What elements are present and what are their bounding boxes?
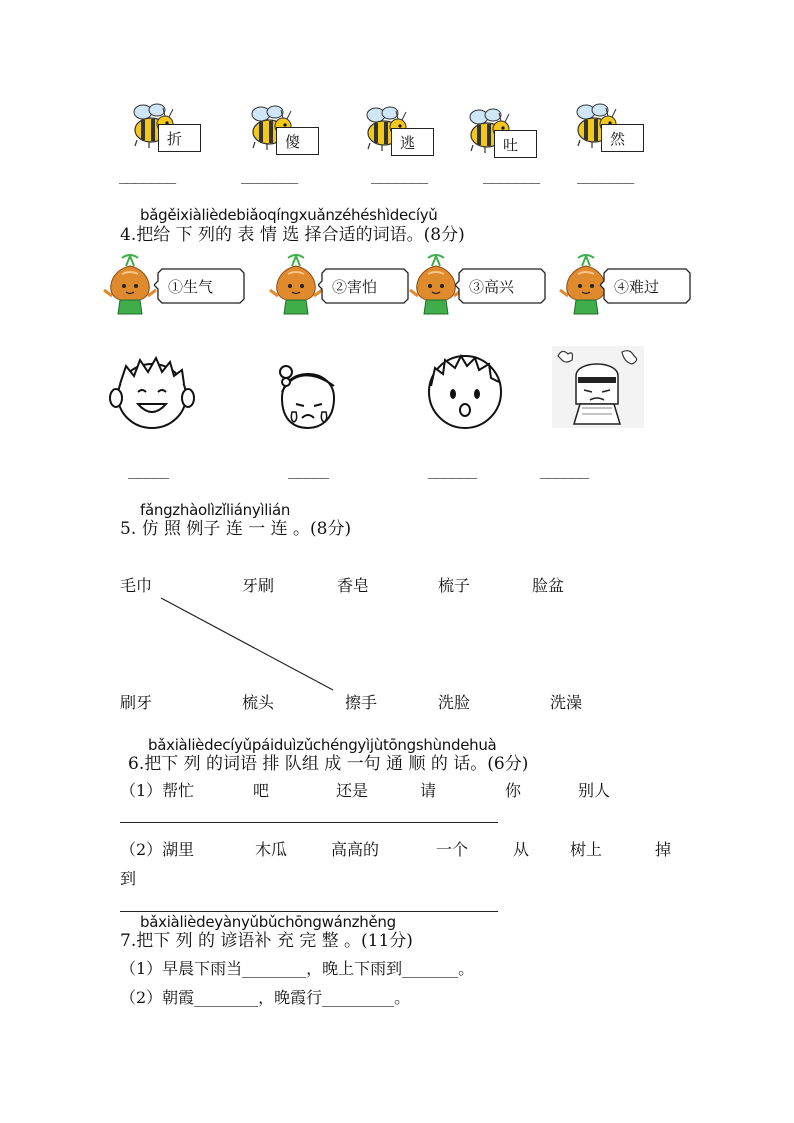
top-word: 牙刷	[242, 576, 275, 595]
q6-item1-word: 请	[420, 781, 437, 800]
q7-title: 7.把下 列 的 谚语补 充 完 整 。(11分)	[120, 931, 413, 951]
q6-item1-word: （1）帮忙	[120, 781, 195, 800]
q6-item1-word: 吧	[253, 781, 270, 800]
answer-blank[interactable]: _____	[288, 461, 329, 479]
word-box: 傻	[276, 127, 319, 155]
q6-title: 6.把下 列 的词语 排 队组 成 一句 通 顺 的 话。(6分)	[128, 754, 529, 774]
q6-item2-word: 从	[513, 840, 530, 859]
bottom-word: 洗澡	[550, 693, 583, 712]
emotion-label: ③高兴	[469, 277, 515, 296]
q6-item1-word: 还是	[336, 781, 369, 800]
top-word: 脸盆	[532, 576, 565, 595]
q6-item2-word: 木瓜	[255, 840, 288, 859]
q5-title: 5. 仿 照 例子 连 一 连 。(8分)	[120, 519, 352, 539]
bottom-word: 洗脸	[438, 693, 471, 712]
top-word: 毛巾	[120, 576, 153, 595]
answer-blank[interactable]: _____	[128, 461, 169, 479]
answer-blank[interactable]: _______	[241, 166, 298, 184]
emotion-label: ①生气	[168, 277, 214, 296]
q6-item2-word: （2）湖里	[120, 840, 195, 859]
emotion-label: ②害怕	[332, 277, 378, 296]
q6-item2-wrap: 到	[120, 869, 137, 888]
answer-line[interactable]	[120, 911, 498, 912]
word-box: 吐	[494, 130, 537, 158]
word-box: 折	[158, 124, 201, 152]
q6-item2-word: 高高的	[331, 840, 380, 859]
answer-blank[interactable]: ______	[428, 461, 477, 479]
q6-item2-word: 掉	[655, 840, 672, 859]
answer-line[interactable]	[120, 822, 498, 823]
q6-item2-word: 一个	[436, 840, 469, 859]
answer-blank[interactable]: _______	[119, 166, 176, 184]
top-word: 梳子	[438, 576, 471, 595]
q6-item1-word: 你	[505, 781, 522, 800]
answer-blank[interactable]: _______	[577, 166, 634, 184]
word-box: 逃	[391, 128, 434, 156]
word-box: 然	[601, 124, 644, 152]
q7-pinyin: bǎxiàlièdeyànyǔbǔchōngwánzhěng	[140, 913, 396, 931]
bottom-word: 擦手	[345, 693, 378, 712]
bottom-word: 梳头	[242, 693, 275, 712]
bottom-word: 刷牙	[120, 693, 153, 712]
q4-title: 4.把给 下 列的 表 情 选 择合适的词语。(8分)	[120, 225, 465, 245]
q6-item1-word: 别人	[578, 781, 611, 800]
answer-blank[interactable]: ______	[540, 461, 589, 479]
q7-line1[interactable]: （1）早晨下雨当________，晚上下雨到_______。	[120, 959, 475, 978]
emotion-label: ④难过	[614, 277, 660, 296]
q6-pinyin: bǎxiàlièdecíyǔpáiduìzǔchéngyìjùtōngshùndehuà	[148, 736, 497, 754]
q6-item2-word: 树上	[570, 840, 603, 859]
answer-blank[interactable]: _______	[483, 166, 540, 184]
q5-pinyin: fǎngzhàolìzǐliányìlián	[140, 501, 291, 519]
q4-pinyin: bǎgěixiàlièdebiǎoqíngxuǎnzéhéshìdecíyǔ	[140, 206, 438, 224]
top-word: 香皂	[337, 576, 370, 595]
q7-line2[interactable]: （2）朝霞________，晚霞行_________。	[120, 988, 411, 1007]
answer-blank[interactable]: _______	[371, 166, 428, 184]
